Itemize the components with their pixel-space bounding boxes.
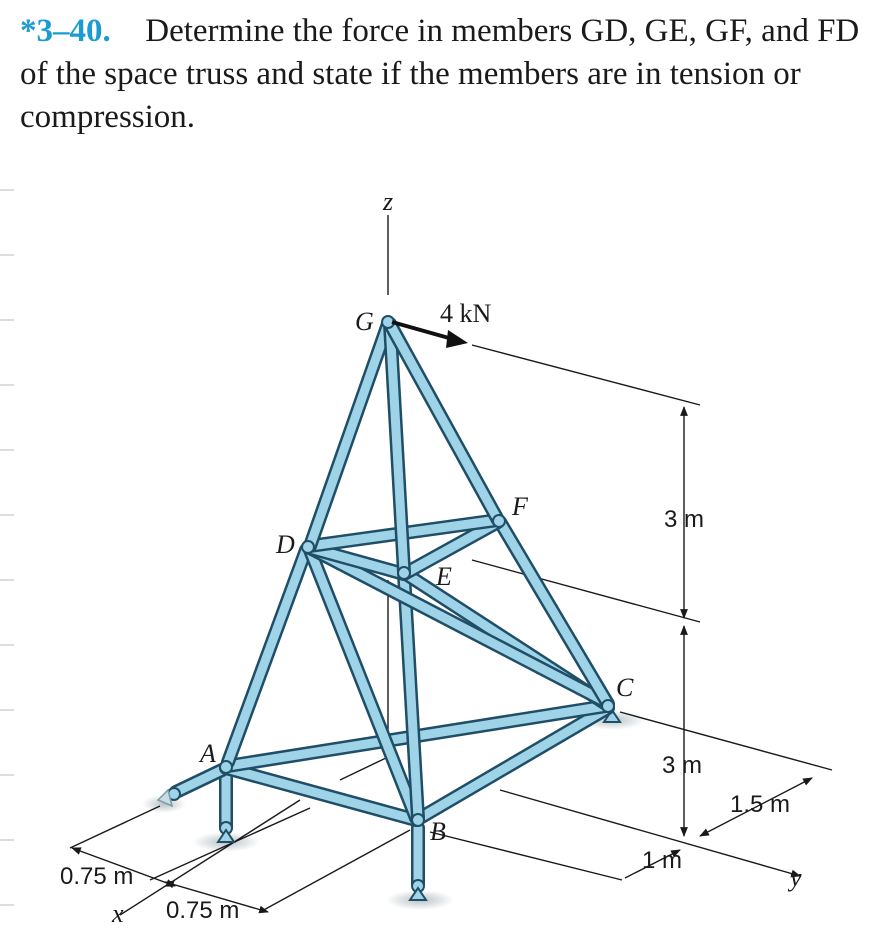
extension-line — [620, 712, 832, 770]
y-axis-label: y — [790, 863, 802, 892]
dim-b-offset-label: 1 m — [642, 847, 683, 874]
label-D: D — [276, 530, 295, 559]
member-AD — [228, 550, 306, 762]
extension-line — [472, 345, 700, 405]
dim-x-left-label: 0.75 m — [60, 863, 134, 890]
joint-F — [493, 515, 505, 527]
dim-upper-height-label: 3 m — [664, 506, 705, 533]
label-A: A — [200, 739, 216, 768]
dim-x-right-label: 0.75 m — [166, 897, 240, 924]
joint-E — [398, 567, 410, 579]
label-B: B — [430, 817, 446, 846]
joint-A — [220, 761, 232, 773]
extension-line — [70, 806, 160, 848]
problem-text: Determine the force in members GD, GE, GF, and FD of the space truss and state if the members are in tension or compression. — [20, 13, 860, 135]
load-label: 4 kN — [440, 299, 492, 328]
joint-C — [602, 700, 614, 712]
dim-lower-height-label: 3 m — [662, 752, 703, 779]
truss-members — [226, 324, 608, 820]
joint-B — [412, 814, 424, 826]
z-axis-label: z — [383, 187, 394, 216]
label-C: C — [616, 673, 634, 702]
label-G: G — [355, 307, 374, 336]
x-axis-label: x — [112, 899, 124, 928]
member-GD — [310, 324, 388, 546]
extension-line — [472, 560, 700, 622]
label-E: E — [436, 562, 452, 591]
label-F: F — [512, 492, 528, 521]
x-axis-hidden — [340, 757, 388, 780]
joint-D — [302, 541, 314, 553]
member-AB — [226, 768, 416, 820]
problem-number: *3–40. — [20, 13, 111, 49]
load-arrow-head — [446, 330, 468, 348]
dim-y-offset-label: 1.5 m — [730, 791, 791, 818]
extension-line — [430, 832, 622, 880]
